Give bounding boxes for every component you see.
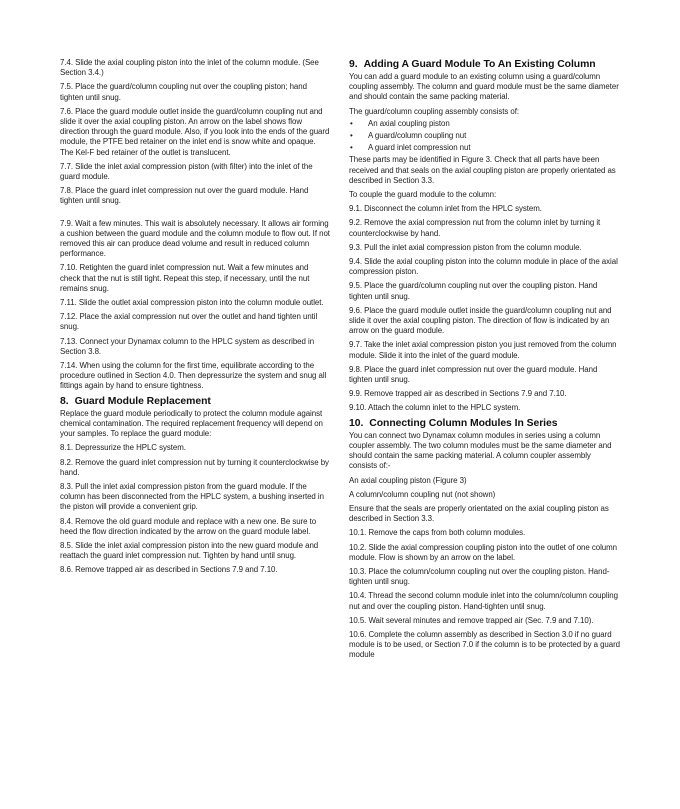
step-10-3: 10.3. Place the column/column coupling nut over the coupling piston. Hand-tighten until snug.: [349, 566, 610, 587]
bullet-icon: •: [350, 118, 353, 128]
step-8-4: 8.4. Remove the old guard module and replace with a new one. Be sure to heed the flow direction indicated by the arrow on the guard module label.: [60, 516, 317, 536]
section-9-check: These parts may be identified in Figure 3. Check that all parts have been received and that seals on the axial coupling piston are properly orientated as described in Section 3.3.: [349, 155, 616, 185]
step-7-4: 7.4. Slide the axial coupling piston into the inlet of the column module. (See Section 3.4.): [60, 58, 319, 78]
step-10-4: 10.4. Thread the second column module inlet into the column/column coupling nut and over the coupling piston. Hand-tighten until snug.: [349, 591, 618, 611]
bullet-icon: •: [350, 131, 353, 141]
list-item-text: A guard/column coupling nut: [368, 131, 467, 141]
section-9-intro: You can add a guard module to an existing column using a guard/column coupling assembly. The column and guard module must be the same diameter and should contain the same packing material.: [349, 72, 619, 102]
step-7-13: 7.13. Connect your Dynamax column to the HPLC system as described in Section 3.8.: [60, 336, 315, 356]
bullet-icon: •: [350, 143, 353, 153]
step-9-8: 9.8. Place the guard inlet compression nut over the guard module. Hand tighten until snug.: [349, 364, 598, 385]
section-9-heading: [349, 59, 621, 71]
step-10-5: 10.5. Wait several minutes and remove trapped air (Sec. 7.9 and 7.10).: [349, 615, 594, 625]
section-10-heading: [349, 418, 621, 430]
section-9-title: Adding A Guard Module To An Existing Column: [363, 59, 596, 70]
step-8-2: 8.2. Remove the guard inlet compression nut by turning it counterclockwise by hand.: [60, 457, 329, 477]
section-9-number: 9.: [349, 59, 358, 70]
step-7-12: 7.12. Place the axial compression nut over the outlet and hand tighten until snug.: [60, 312, 318, 332]
step-7-11: 7.11. Slide the outlet axial compression piston into the column module outlet.: [60, 298, 324, 308]
list-item-text: An axial coupling piston: [368, 118, 450, 128]
list-item-text: A guard inlet compression nut: [368, 143, 471, 153]
step-9-7: 9.7. Take the inlet axial compression piston you just removed from the column module. Slide it into the inlet of the guard module.: [349, 340, 617, 360]
list-item: [349, 131, 621, 141]
step-9-2: 9.2. Remove the axial compression nut from the column inlet by turning it counterclockwise by hand.: [349, 218, 601, 238]
right-column: [349, 58, 621, 665]
list-item: [349, 119, 621, 129]
section-10-ensure: Ensure that the seals are properly orientated on the axial coupling piston as described in Section 3.3.: [349, 503, 609, 524]
step-9-9: 9.9. Remove trapped air as described in Sections 7.9 and 7.10.: [349, 389, 567, 399]
step-9-4: 9.4. Slide the axial coupling piston into the column module in place of the axial compression piston.: [349, 257, 618, 277]
step-9-6: 9.6. Place the guard module outlet inside the guard/column coupling nut and slide it over the axial coupling piston. The direction of flow is indicated by an arrow on the guard module.: [349, 305, 612, 336]
section-10-number: 10.: [349, 417, 364, 429]
step-8-6: 8.6. Remove trapped air as described in Sections 7.9 and 7.10.: [60, 565, 278, 575]
step-9-5: 9.5. Place the guard/column coupling nut over the coupling piston. Hand tighten until snug.: [349, 281, 598, 301]
step-7-9: 7.9. Wait a few minutes. This wait is absolutely necessary. It allows air forming a cushion between the guard module and the column module to flow out. If not removed this air can produce dead volume and result in reduced column performance.: [60, 218, 330, 259]
section-10-title: Connecting Column Modules In Series: [369, 417, 558, 429]
section-10-intro: You can connect two Dynamax column modules in series using a column coupler assembly. The two column modules must be the same diameter and should contain the same packing material. A column coupler assembly consists of:-: [349, 430, 612, 471]
step-9-10: 9.10. Attach the column inlet to the HPLC system.: [349, 403, 521, 413]
step-10-2: 10.2. Slide the axial compression coupling piston into the outlet of one column module. Flow is shown by an arrow on the label.: [349, 542, 618, 562]
step-10-1: 10.1. Remove the caps from both column modules.: [349, 528, 526, 538]
step-8-1: 8.1. Depressurize the HPLC system.: [60, 443, 186, 453]
step-8-3: 8.3. Pull the inlet axial compression piston from the guard module. If the column has been disconnected from the HPLC system, a bushing inserted in the piston will provide a convenient grip.: [60, 481, 324, 512]
section-10-part-2: A column/column coupling nut (not shown): [349, 489, 496, 499]
list-item: [349, 143, 621, 153]
step-7-14: 7.14. When using the column for the first time, equilibrate according to the procedure outlined in Section 4.0. Then depressurize the system and snug all fittings again by hand to ensure tightness.: [60, 361, 327, 391]
step-7-7: 7.7. Slide the inlet axial compression piston (with filter) into the inlet of the guard module.: [60, 161, 313, 182]
section-8-number: 8.: [60, 395, 69, 407]
section-9-parts-list: [349, 119, 621, 154]
step-9-1: 9.1. Disconnect the column inlet from the HPLC system.: [349, 204, 542, 214]
step-7-5: 7.5. Place the guard/column coupling nut over the coupling piston; hand tighten until snug.: [60, 82, 307, 102]
step-8-5: 8.5. Slide the inlet axial compression piston into the new guard module and reattach the guard inlet compression nut. Tighten by hand until snug.: [60, 540, 319, 561]
step-7-10: 7.10. Retighten the guard inlet compression nut. Wait a few minutes and check that the nut is still tight. Repeat this step, if necessary, until the nut remains snug.: [60, 263, 310, 293]
section-9-consists: The guard/column coupling assembly consists of:: [349, 106, 520, 116]
step-7-8: 7.8. Place the guard inlet compression nut over the guard module. Hand tighten until snug.: [60, 186, 309, 206]
step-10-6: 10.6. Complete the column assembly as described in Section 3.0 if no guard module is to be used, or Section 7.0 if the column is to be protected by a guard module: [349, 629, 621, 660]
section-10-part-1: An axial coupling piston (Figure 3): [349, 475, 467, 485]
section-8-title: Guard Module Replacement: [74, 395, 211, 407]
section-9-lead: To couple the guard module to the column:: [349, 190, 497, 200]
section-8-heading: [60, 396, 330, 408]
section-8-intro: Replace the guard module periodically to protect the column module against chemical contamination. The required replacement frequency will depend on your samples. To replace the guard module:: [60, 408, 323, 439]
step-7-6: 7.6. Place the guard module outlet inside the guard/column coupling nut and slide it over the axial coupling piston. An arrow on the label shows flow direction through the guard module. Also, if you look into the ends of the guard module, the PTFE bed retainer on the inlet end is snow white and opaque. The Kel-F bed retainer of the outlet is translucent.: [60, 106, 330, 157]
step-9-3: 9.3. Pull the inlet axial compression piston from the column module.: [349, 242, 582, 252]
left-column: [60, 58, 330, 580]
